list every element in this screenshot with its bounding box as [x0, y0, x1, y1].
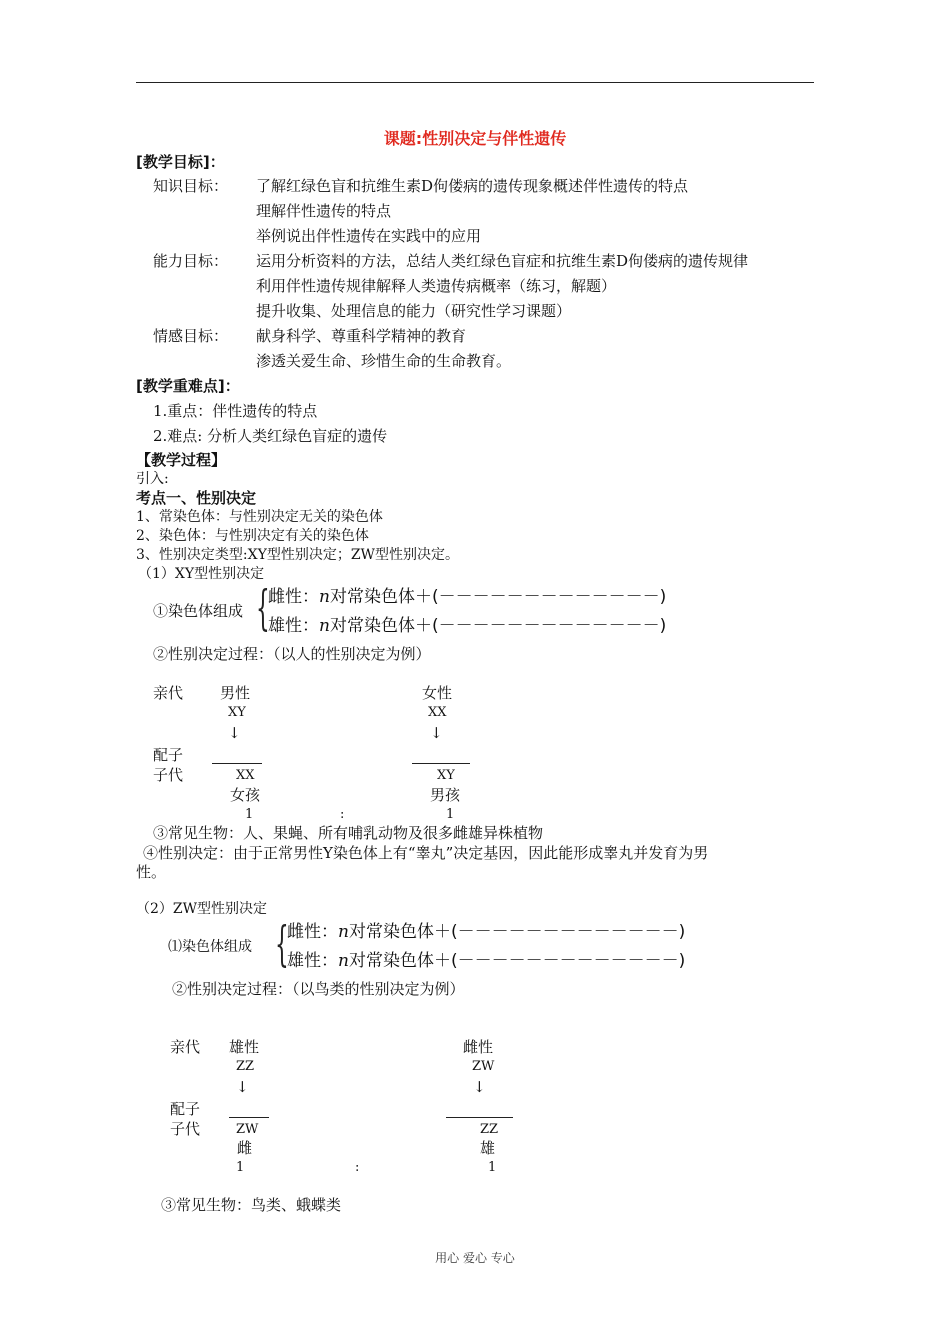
process-item: 1、常染色体：与性别决定无关的染色体: [136, 509, 383, 525]
arrow-down-icon: ↓: [430, 724, 443, 742]
xy-female: 女性: [422, 684, 453, 702]
xy-child2-sex: 男孩: [430, 786, 461, 804]
knowledge-line: 理解伴性遗传的特点: [256, 202, 392, 220]
keypoint-item: 2.难点: 分析人类红绿色盲症的遗传: [153, 427, 388, 445]
zw-brace: {: [275, 916, 289, 972]
emotion-line: 渗透关爱生命、珍惜生命的生命教育。: [256, 352, 512, 370]
zw-process-label: ②性别决定过程：（以鸟类的性别决定为例）: [172, 980, 465, 998]
zw-female-genotype: ZW: [472, 1059, 495, 1074]
keypoint-item: 1.重点：伴性遗传的特点: [153, 402, 318, 420]
xy-child1-genotype: XX: [236, 768, 255, 783]
process-item: 2、染色体：与性别决定有关的染色体: [136, 528, 369, 544]
xy-female-formula: 雌性：n对常染色体＋(－－－－－－－－－－－－－): [268, 587, 667, 607]
zw-child1-genotype: ZW: [236, 1122, 259, 1137]
xy-brace: {: [256, 580, 270, 636]
zw-female-formula: 雌性：n对常染色体＋(－－－－－－－－－－－－－): [287, 922, 686, 942]
xy-ratio-left: 1: [245, 807, 254, 822]
xy-gamete-blank: [212, 763, 262, 764]
zw-male-genotype: ZZ: [236, 1059, 255, 1074]
zw-child2-genotype: ZZ: [480, 1122, 499, 1137]
zw-heading: （2）ZW型性别决定: [136, 901, 268, 917]
process-heading: 【教学过程】: [136, 451, 227, 469]
topic1-heading: 考点一、性别决定: [136, 489, 257, 507]
ability-line: 提升收集、处理信息的能力（研究性学习课题）: [256, 302, 572, 320]
keypoints-heading: [教学重难点]：: [136, 377, 240, 395]
xy-gamete-blank: [412, 763, 470, 764]
xy-organisms: ③常见生物：人、果蝇、所有哺乳动物及很多雌雄异株植物: [153, 824, 544, 842]
emotion-line: 献身科学、尊重科学精神的教育: [256, 327, 467, 345]
xy-child2-genotype: XY: [437, 768, 455, 783]
zw-organisms: ③常见生物：鸟类、蛾蝶类: [161, 1196, 342, 1214]
zw-male: 雄性: [229, 1038, 260, 1056]
ability-line: 运用分析资料的方法，总结人类红绿色盲症和抗维生素D佝偻病的遗传规律: [256, 252, 749, 270]
arrow-down-icon: ↓: [228, 724, 241, 742]
zw-offspring-label: 子代: [170, 1120, 201, 1138]
xy-process-label: ②性别决定过程：（以人的性别决定为例）: [153, 645, 431, 663]
zw-female: 雌性: [463, 1038, 494, 1056]
arrow-down-icon: ↓: [473, 1078, 486, 1096]
zw-ratio-colon: :: [355, 1160, 360, 1175]
zw-ratio-right: 1: [488, 1160, 497, 1175]
zw-parent-label: 亲代: [170, 1038, 201, 1056]
process-item: 3、性别决定类型:XY型性别决定；ZW型性别决定。: [136, 547, 459, 563]
xy-decision-line: 性。: [136, 863, 167, 881]
header-rule: [136, 82, 814, 83]
knowledge-label: 知识目标：: [153, 177, 229, 195]
zw-composition-label: ⑴染色体组成: [168, 939, 252, 955]
zw-gamete-blank: [446, 1117, 513, 1118]
xy-female-genotype: XX: [428, 705, 447, 720]
ability-line: 利用伴性遗传规律解释人类遗传病概率（练习，解题）: [256, 277, 617, 295]
objectives-heading: [教学目标]：: [136, 153, 225, 171]
xy-heading: （1）XY型性别决定: [138, 566, 265, 582]
zw-child2-sex: 雄: [480, 1139, 496, 1157]
knowledge-line: 举例说出伴性遗传在实践中的应用: [256, 227, 482, 245]
zw-child1-sex: 雌: [237, 1139, 253, 1157]
xy-offspring-label: 子代: [153, 766, 184, 784]
emotion-label: 情感目标：: [153, 327, 229, 345]
zw-gamete-label: 配子: [170, 1100, 201, 1118]
xy-gamete-label: 配子: [153, 746, 184, 764]
arrow-down-icon: ↓: [236, 1078, 249, 1096]
lesson-title: 课题:性别决定与伴性遗传: [383, 129, 567, 148]
zw-ratio-left: 1: [236, 1160, 245, 1175]
zw-male-formula: 雄性：n对常染色体＋(－－－－－－－－－－－－－): [287, 951, 686, 971]
page-footer: 用心 爱心 专心: [435, 1251, 515, 1265]
xy-male: 男性: [220, 684, 251, 702]
zw-gamete-blank: [229, 1117, 269, 1118]
xy-male-genotype: XY: [228, 705, 246, 720]
xy-ratio-right: 1: [446, 807, 455, 822]
ability-label: 能力目标：: [153, 252, 229, 270]
xy-child1-sex: 女孩: [230, 786, 261, 804]
knowledge-line: 了解红绿色盲和抗维生素D佝偻病的遗传现象概述伴性遗传的特点: [256, 177, 689, 195]
intro-text: 引入:: [136, 471, 169, 487]
xy-ratio-colon: :: [340, 807, 345, 822]
xy-male-formula: 雄性：n对常染色体＋(－－－－－－－－－－－－－): [268, 616, 667, 636]
xy-decision-line: ④性别决定：由于正常男性Y染色体上有“睾丸”决定基因，因此能形成睾丸并发育为男: [143, 844, 709, 862]
xy-composition-label: ①染色体组成: [153, 602, 244, 620]
xy-parent-label: 亲代: [153, 684, 184, 702]
